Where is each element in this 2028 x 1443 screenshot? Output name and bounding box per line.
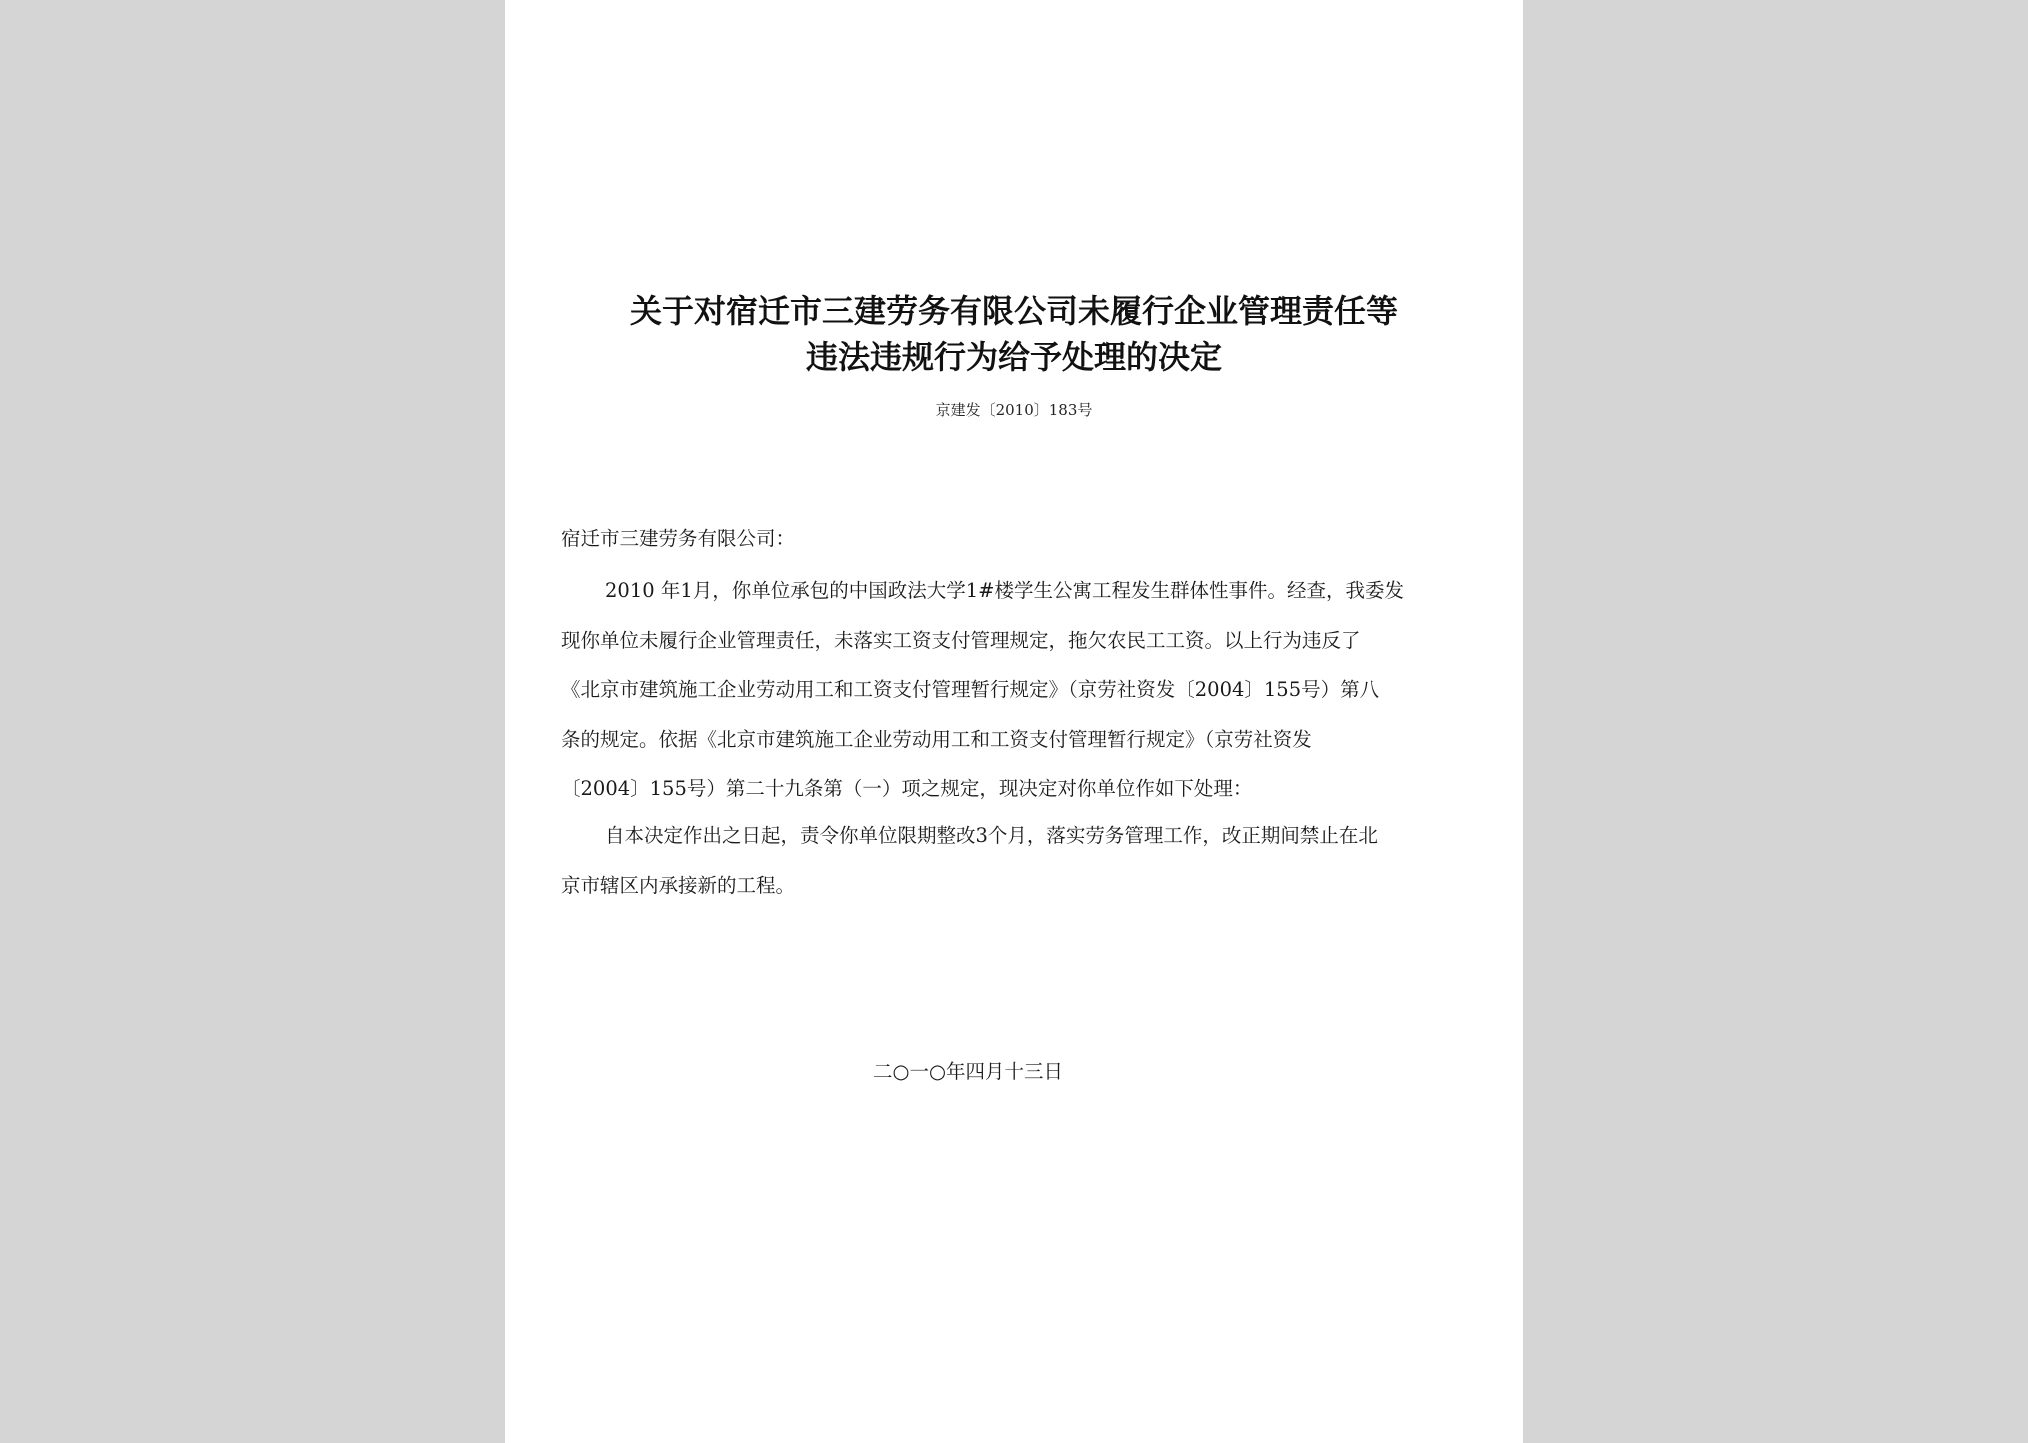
body-paragraph	[561, 566, 1467, 814]
document-number: 京建发〔2010〕183号	[935, 401, 1093, 419]
document-date: 二○一○年四月十三日	[873, 1060, 1064, 1083]
paragraph-line: 《北京市建筑施工企业劳动用工和工资支付管理暂行规定》（京劳社资发〔2004〕155号）第八	[561, 678, 1380, 701]
paragraph-line: 京市辖区内承接新的工程。	[561, 873, 796, 897]
paragraph-line: 自本决定作出之日起，责令你单位限期整改3个月，落实劳务管理工作，改正期间禁止在北	[605, 824, 1378, 847]
recipient-salutation: 宿迁市三建劳务有限公司：	[561, 527, 796, 550]
paragraph-line: 现你单位未履行企业管理责任，未落实工资支付管理规定，拖欠农民工工资。以上行为违反了	[561, 628, 1361, 652]
title-line: 违法违规行为给予处理的决定	[805, 338, 1222, 376]
paragraph-line: 〔2004〕155号）第二十九条第（一）项之规定，现决定对你单位作如下处理：	[561, 777, 1253, 800]
document-title	[505, 288, 1523, 380]
title-line: 关于对宿迁市三建劳务有限公司未履行企业管理责任等	[629, 292, 1398, 330]
paragraph-line: 条的规定。依据《北京市建筑施工企业劳动用工和工资支付管理暂行规定》（京劳社资发	[561, 727, 1312, 751]
document-page	[505, 0, 1523, 1443]
paragraph-line: 2010 年1月，你单位承包的中国政法大学1#楼学生公寓工程发生群体性事件。经查，我委发	[605, 579, 1404, 602]
body-paragraph	[561, 811, 1467, 910]
